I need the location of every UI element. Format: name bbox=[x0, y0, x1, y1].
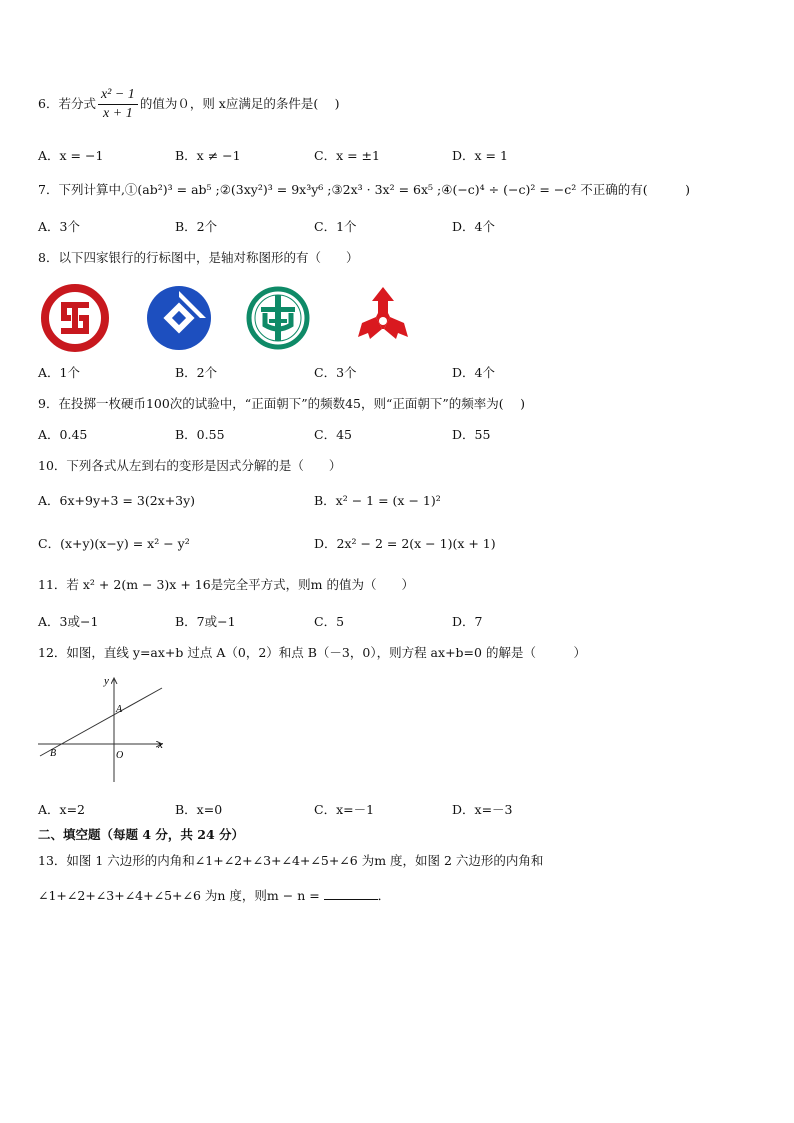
question-11: 11．若 x² + 2(m − 3)x + 16是完全平方式，则m 的值为（ ） bbox=[38, 577, 414, 592]
q8-option-b: B．2个 bbox=[175, 365, 218, 380]
q7-option-a: A．3个 bbox=[38, 219, 80, 234]
q10-option-a: A．6x+9y+3 = 3(2x+3y) bbox=[38, 493, 196, 508]
q12-option-b: B．x=0 bbox=[175, 802, 223, 817]
question-13-line-2 bbox=[38, 887, 390, 903]
abc-logo bbox=[243, 283, 313, 353]
q6-option-d: D．x = 1 bbox=[452, 148, 508, 163]
q7-option-b: B．2个 bbox=[175, 219, 218, 234]
q7-option-d: D．4个 bbox=[452, 219, 495, 234]
question-13-line-1: 13．如图 1 六边形的内角和∠1+∠2+∠3+∠4+∠5+∠6 为m 度，如图 2 六边形的内角和 bbox=[38, 853, 544, 868]
q6-denominator: x + 1 bbox=[103, 106, 133, 121]
q10-option-b: B．x² − 1 = (x − 1)² bbox=[314, 493, 441, 508]
q9-option-d: D．55 bbox=[452, 427, 491, 442]
q9-option-a: A．0.45 bbox=[38, 427, 88, 442]
point-b-label: B bbox=[50, 748, 57, 759]
question-8: 8．以下四家银行的行标图中，是轴对称图形的有（ ） bbox=[38, 250, 359, 265]
q6-text-prefix: 6．若分式 bbox=[38, 96, 96, 111]
q6-option-b: B．x ≠ −1 bbox=[175, 148, 241, 163]
q9-option-b: B．0.55 bbox=[175, 427, 225, 442]
q13-line-2-suffix: ． bbox=[377, 888, 391, 903]
q6-numerator: x² − 1 bbox=[98, 88, 138, 105]
icbc-logo bbox=[40, 283, 110, 353]
question-10: 10．下列各式从左到右的变形是因式分解的是（ ） bbox=[38, 458, 342, 473]
q8-option-a: A．1个 bbox=[38, 365, 80, 380]
point-a-label: A bbox=[116, 704, 123, 715]
section-2-title: 二、填空题（每题 4 分，共 24 分） bbox=[38, 827, 245, 842]
ccb-logo bbox=[144, 283, 214, 353]
q11-option-b: B．7或−1 bbox=[175, 614, 236, 629]
question-9: 9．在投掷一枚硬币100次的试验中，“正面朝下”的频数45，则“正面朝下”的频率为( ) bbox=[38, 396, 526, 411]
q6-text-suffix: 的值为０，则 x应满足的条件是( ) bbox=[139, 96, 340, 111]
q10-option-c: C．(x+y)(x−y) = x² − y² bbox=[38, 536, 190, 551]
q10-option-d: D．2x² − 2 = 2(x − 1)(x + 1) bbox=[314, 536, 496, 551]
x-axis-label: x bbox=[158, 739, 163, 751]
q7-option-c: C．1个 bbox=[314, 219, 357, 234]
q11-option-c: C．5 bbox=[314, 614, 345, 629]
q12-option-c: C．x=－1 bbox=[314, 802, 375, 817]
question-12: 12．如图，直线 y=ax+b 过点 A（0，2）和点 B（－3，0），则方程 ax+b=0 的解是（ ） bbox=[38, 645, 586, 660]
q6-fraction bbox=[98, 88, 138, 121]
q12-graph bbox=[34, 672, 169, 784]
q8-option-c: C．3个 bbox=[314, 365, 357, 380]
bankcomm-logo bbox=[348, 283, 418, 353]
q6-option-c: C．x = ±1 bbox=[314, 148, 380, 163]
q13-line-2-prefix: ∠1+∠2+∠3+∠4+∠5+∠6 为n 度，则m − n = bbox=[38, 888, 324, 903]
q11-option-a: A．3或−1 bbox=[38, 614, 99, 629]
q12-option-d: D．x=－3 bbox=[452, 802, 513, 817]
q12-option-a: A．x=2 bbox=[38, 802, 86, 817]
y-axis-label: y bbox=[104, 675, 109, 687]
q11-option-d: D．7 bbox=[452, 614, 483, 629]
answer-blank[interactable] bbox=[324, 887, 378, 900]
q8-option-d: D．4个 bbox=[452, 365, 495, 380]
graph-line bbox=[40, 688, 162, 756]
question-7: 7．下列计算中,①(ab²)³ = ab⁵ ;②(3xy²)³ = 9x³y⁶ ;③2x³ · 3x² = 6x⁵ ;④(−c)⁴ ÷ (−c)² = −c² 不正确的有( ) bbox=[38, 182, 690, 197]
q9-option-c: C．45 bbox=[314, 427, 352, 442]
question-6 bbox=[38, 88, 340, 121]
q6-option-a: A．x = −1 bbox=[38, 148, 104, 163]
origin-label: O bbox=[116, 750, 124, 761]
